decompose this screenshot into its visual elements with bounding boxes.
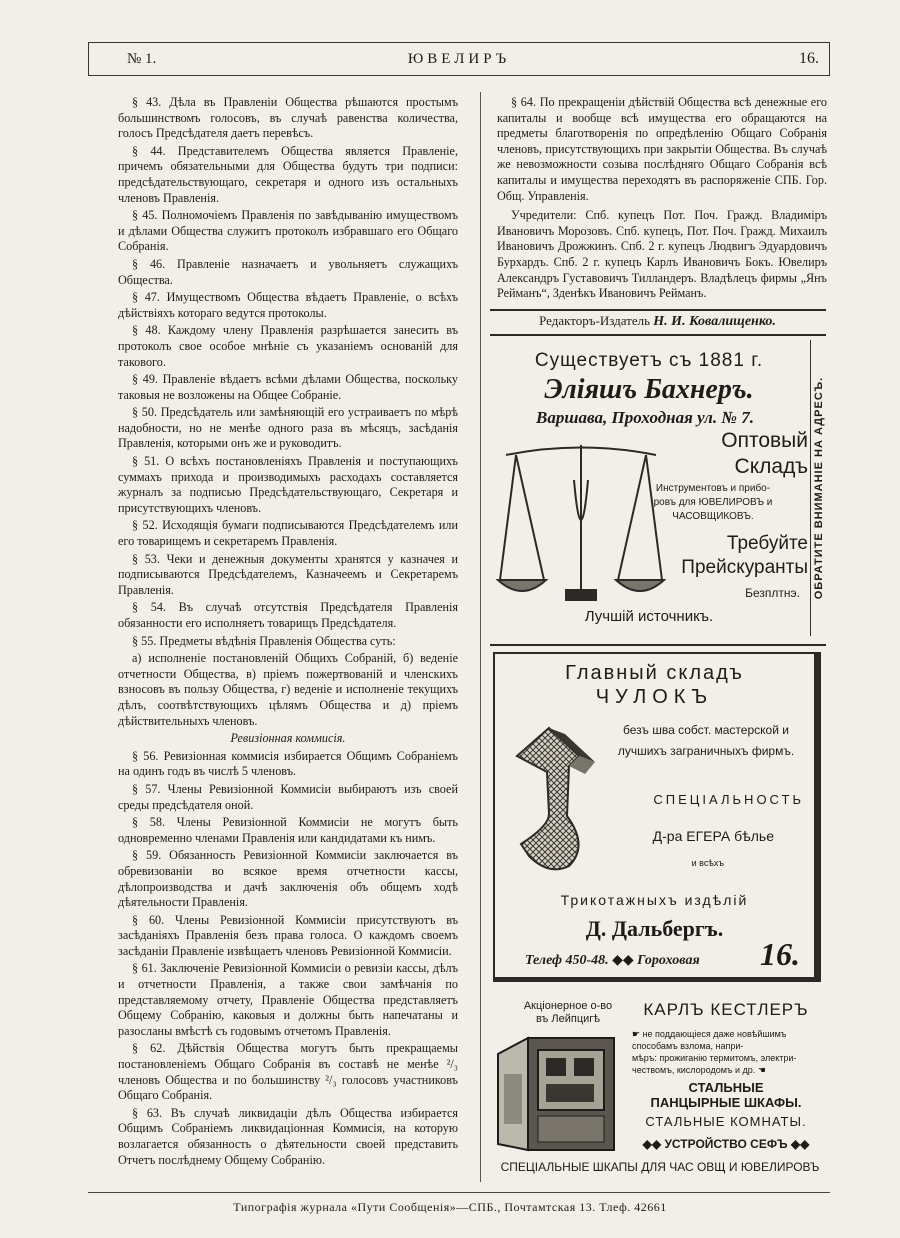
paragraph: § 46. Правленіе назначаетъ и увольняетъ служащихъ Общества. — [118, 256, 458, 287]
paragraph: § 62. Дѣйствія Общества могутъ быть прекращаемы постановленіемъ Общаго Собранія въ составѣ не менѣе ²/₃ членовъ Общества и по большинству ²/₃ голосовъ участниковъ Общаго Собранія. — [118, 1041, 458, 1103]
ad-instruments-line: Инструментовъ и прибо- — [655, 483, 771, 494]
ad-firm-name: Эліяшъ Бахнеръ. — [544, 374, 754, 405]
ad-side-banner — [810, 340, 827, 636]
paragraph: § 57. Члены Ревизіонной Коммисіи выбираютъ изъ своей среды предсѣдателя оной. — [118, 781, 458, 812]
ad-firm-name: Д. Дальбергъ. — [585, 916, 724, 941]
paragraph: § 51. О всѣхъ постановленіяхъ Правленія и поступающихъ суммахъ прихода и производимыхъ расходахъ составляется журналъ за подписью Предсѣдательствующаго, Секретаря и присутствующихъ членовъ. — [118, 454, 458, 515]
page-header — [88, 42, 830, 76]
ad-firm-name: КАРЛЪ КЕСТЛЕРЪ — [643, 1000, 809, 1019]
paragraph: § 48. Каждому члену Правленія разрѣшается занесить въ протоколъ свое особое мнѣніе съ указаніемъ основаній для такового. — [118, 323, 458, 369]
paragraph: § 47. Имуществомъ Общества вѣдаетъ Правленіе, о всѣхъ дѣйствіяхъ котораго ведутся протоколы. — [118, 290, 458, 320]
ad-steel-line: СТАЛЬНЫЕ — [688, 1080, 764, 1095]
ad-speciality: СПЕЦІАЛЬНОСТЬ — [653, 792, 804, 807]
ad-wholesale-line: Складъ — [734, 455, 808, 478]
divider — [490, 644, 826, 646]
paragraph: § 61. Заключеніе Ревизіонной Коммисіи о ревизіи кассы, дѣлъ и отчетности Правленія, а также свои замѣчанія по представляемому отчету, Правленіе Общества представляетъ Общему Собранію, каковыя и должны быть напечатаны и разосланы вмѣстѣ съ годовымъ отчетомъ Правленія. — [118, 961, 458, 1038]
balance-scale-icon — [496, 440, 666, 610]
ad-all: и всѣхъ — [691, 858, 724, 868]
ad-description-line: мѣръ: прожиганію термитомъ, электри- — [632, 1053, 797, 1063]
editor-label: Редакторъ-Издатель — [539, 313, 651, 328]
ad-phone-address: Телеф 450-48. ◆◆ Гороховая — [525, 953, 700, 968]
paragraph: § 52. Исходящія бумаги подписываются Предсѣдателемъ или его товарищемъ и секретаремъ Правленія. — [118, 518, 458, 549]
page-number: 16. — [799, 50, 819, 67]
paragraph: § 54. Въ случаѣ отсутствія Предсѣдателя Правленія обязанности его исполняетъ товарищъ Предсѣдателя. — [118, 600, 458, 630]
ad-company — [508, 1000, 628, 1026]
ad-address: Варшава, Проходная ул. № 7. — [536, 408, 754, 427]
ad-request-line: Требуйте — [726, 533, 808, 554]
paragraph: § 53. Чеки и денежныя документы хранятся у казначея и подписываются Предсѣдателемъ, Казначеемъ и Секретаремъ Правленія. — [118, 551, 458, 597]
column-divider — [480, 92, 481, 1182]
paragraph: § 58. Члены Ревизіонной Коммисіи не могутъ быть одновременно членами Правленія или кандидатами къ нимъ. — [118, 815, 458, 845]
paragraph: § 45. Полномочіемъ Правленія по завѣдыванію имуществомъ и дѣлами Общества служитъ протоколъ избравшаго его Общаго Собранія. — [118, 208, 458, 254]
ad-steel-rooms: СТАЛЬНЫЕ КОМНАТЫ. — [645, 1114, 807, 1129]
ad-footer: СПЕЦІАЛЬНЫЕ ШКАПЫ ДЛЯ ЧАС ОВЩ И ЮВЕЛИРОВЪ — [500, 1160, 820, 1174]
printer-footer: Типографія журнала «Пути Сообщенія»—СПБ., Почтамтская 13. Тлеф. 42661 — [233, 1200, 667, 1214]
section-subheading: Ревизіонная коммисія. — [230, 731, 346, 746]
ad-description-line: безъ шва собст. мастерской и — [623, 723, 789, 737]
paragraph: § 43. Дѣла въ Правленіи Общества рѣшаются простымъ большинствомъ голосовъ, въ случаѣ равенства количества, голосъ Предсѣдателя даетъ перевѣсъ. — [118, 95, 458, 141]
left-column — [118, 95, 458, 1170]
ad-description — [632, 1028, 828, 1076]
ad-side-text: ОБРАТИТЕ ВНИМАНІЕ НА АДРЕСЪ. — [813, 376, 825, 600]
divider — [490, 309, 826, 311]
ad-description-line: лучшихъ заграничныхъ фирмъ. — [617, 744, 795, 758]
paragraph: § 59. Обязанность Ревизіонной Коммисіи заключается въ обревизованіи во всякое время отчетности кассы, дѣлопроизводства и дачѣ заключенія объ общемъ ходѣ дѣятельности Правленія. — [118, 848, 458, 910]
ad-best-source: Лучшій источникъ. — [584, 608, 714, 625]
ad-instruments-line: ЧАСОВЩИКОВЪ. — [672, 511, 754, 522]
ad-company-line: Акціонерное о-во — [523, 1000, 613, 1012]
editor-name: Н. И. Ковалищенко. — [653, 314, 776, 329]
ad-free: Безплтнэ. — [745, 586, 800, 600]
ad-founded: Существуетъ съ 1881 г. — [534, 350, 764, 371]
paragraph: § 49. Правленіе вѣдаетъ всѣми дѣлами Общества, поскольку таковыя не возложены на Общее Собраніе. — [118, 372, 458, 402]
ad-instruments-line: ровъ для ЮВЕЛИРОВЪ и — [653, 497, 773, 508]
editor-line — [490, 313, 825, 330]
ad-wholesale-line: Оптовый — [721, 429, 808, 452]
advertisement-dalberg — [493, 652, 821, 982]
paragraph: Учредители: Спб. купецъ Пот. Поч. Гражд. Владиміръ Ивановичъ Морозовъ. Спб. купецъ, Пот. Поч. Гражд. Михаилъ Ивановичъ Дрожжинъ. Спб. 2 г. купецъ Людвигъ Эдуардовичъ Бурхардъ. Спб. 2 г. купецъ Карлъ Ивановичъ Бокъ. Ювелиръ Александръ Густавовичъ Тилландеръ. Владѣлецъ фирмы „Янъ Рейманъ“, Зденѣкъ Ивановичъ Рейманъ. — [497, 208, 827, 301]
right-column — [497, 95, 827, 306]
ad-wholesale — [721, 428, 808, 480]
paragraph: § 64. По прекращеніи дѣйствій Общества всѣ денежные его капиталы и вообще всѣ имущества его обращаются на предметы благотворенія по опредѣленію Общаго Собранія членовъ, присутствующихъ при закрытіи Общества. Въ случаѣ же невозможности созыва послѣдняго Общаго Собранія всѣ капиталы и имущества переходятъ въ распоряженіе СПБ. Гор. Общ. Управленія. — [497, 95, 827, 203]
ad-eger: Д-ра ЕГЕРА бѣлье — [652, 828, 774, 844]
ad-title-stockings: ЧУЛОКЪ — [595, 686, 714, 708]
advertisement-bachner — [490, 340, 826, 640]
advertisement-kestler — [490, 996, 830, 1186]
divider — [490, 334, 826, 336]
ad-description-line: чествомъ, кислородомъ и др. ☚ — [632, 1065, 766, 1075]
safe-icon — [494, 1034, 622, 1156]
issue-number: № 1. — [127, 51, 157, 67]
ad-steel-line: ПАНЦЫРНЫЕ ШКАФЫ. — [650, 1095, 802, 1110]
ad-request-line: Прейскуранты — [681, 557, 808, 578]
ad-knitwear: Трикотажныхъ издѣлій — [560, 892, 749, 908]
stocking-icon — [509, 726, 619, 876]
paragraph: § 63. Въ случаѣ ликвидаціи дѣлъ Общества избирается Общимъ Собраніемъ ликвидаціонная Коммисія, на которую возлагается обязанность о дѣятельности своей представить Отчетъ послѣднему Общему Собранію. — [118, 1105, 458, 1167]
paragraph: § 50. Предсѣдатель или замѣняющій его устраиваетъ по мѣрѣ надобности, но не менѣе одного раза въ мѣсяцъ, засѣданія Правленія, которыми онъ же и руководитъ. — [118, 405, 458, 451]
ad-request — [681, 532, 808, 580]
ad-vault: ◆◆ УСТРОЙСТВО СЕФЪ ◆◆ — [642, 1137, 810, 1151]
paragraph: § 60. Члены Ревизіонной Коммисіи присутствуютъ въ засѣданіяхъ Правленія безъ права голоса. О каждомъ своемъ засѣданіи Правленіе извѣщаетъ членовъ Ревизіонной Коммисіи. — [118, 912, 458, 958]
paragraph: а) исполненіе постановленій Общихъ Собраній, б) веденіе отчетности Общества, в) пріемъ пожертвованій и членскихъ взносовъ въ пользу Общества, г) веденіе и исполненіе текущихъ дѣлъ, соотвѣтствующихъ цѣлямъ Общества и д) пріемъ дѣйствительныхъ членовъ. — [118, 651, 458, 728]
ad-steel-cabinets — [626, 1080, 826, 1110]
ad-description-line: ☛ не поддающіеся даже новѣйшимъ — [632, 1029, 787, 1039]
footer-rule — [88, 1192, 830, 1193]
ad-company-line: въ Лейпцигѣ — [535, 1013, 601, 1025]
paragraph: § 56. Ревизіонная коммисія избирается Общимъ Собраніемъ на одинъ годъ въ числѣ 5 членовъ. — [118, 748, 458, 779]
journal-title: ЮВЕЛИРЪ — [407, 51, 511, 67]
ad-description — [606, 720, 806, 762]
ad-house-number: 16. — [760, 936, 800, 972]
paragraph: § 44. Представителемъ Общества является Правленіе, причемъ обязательными для Общества будутъ три подписи: предсѣдательствующаго, секретаря и одного изъ остальныхъ членовъ Правленія. — [118, 143, 458, 205]
paragraph: § 55. Предметы вѣдѣнія Правленія Общества суть: — [132, 633, 396, 648]
ad-description-line: способамъ взлома, напри- — [632, 1041, 744, 1051]
ad-title: Главный складъ — [565, 662, 744, 684]
